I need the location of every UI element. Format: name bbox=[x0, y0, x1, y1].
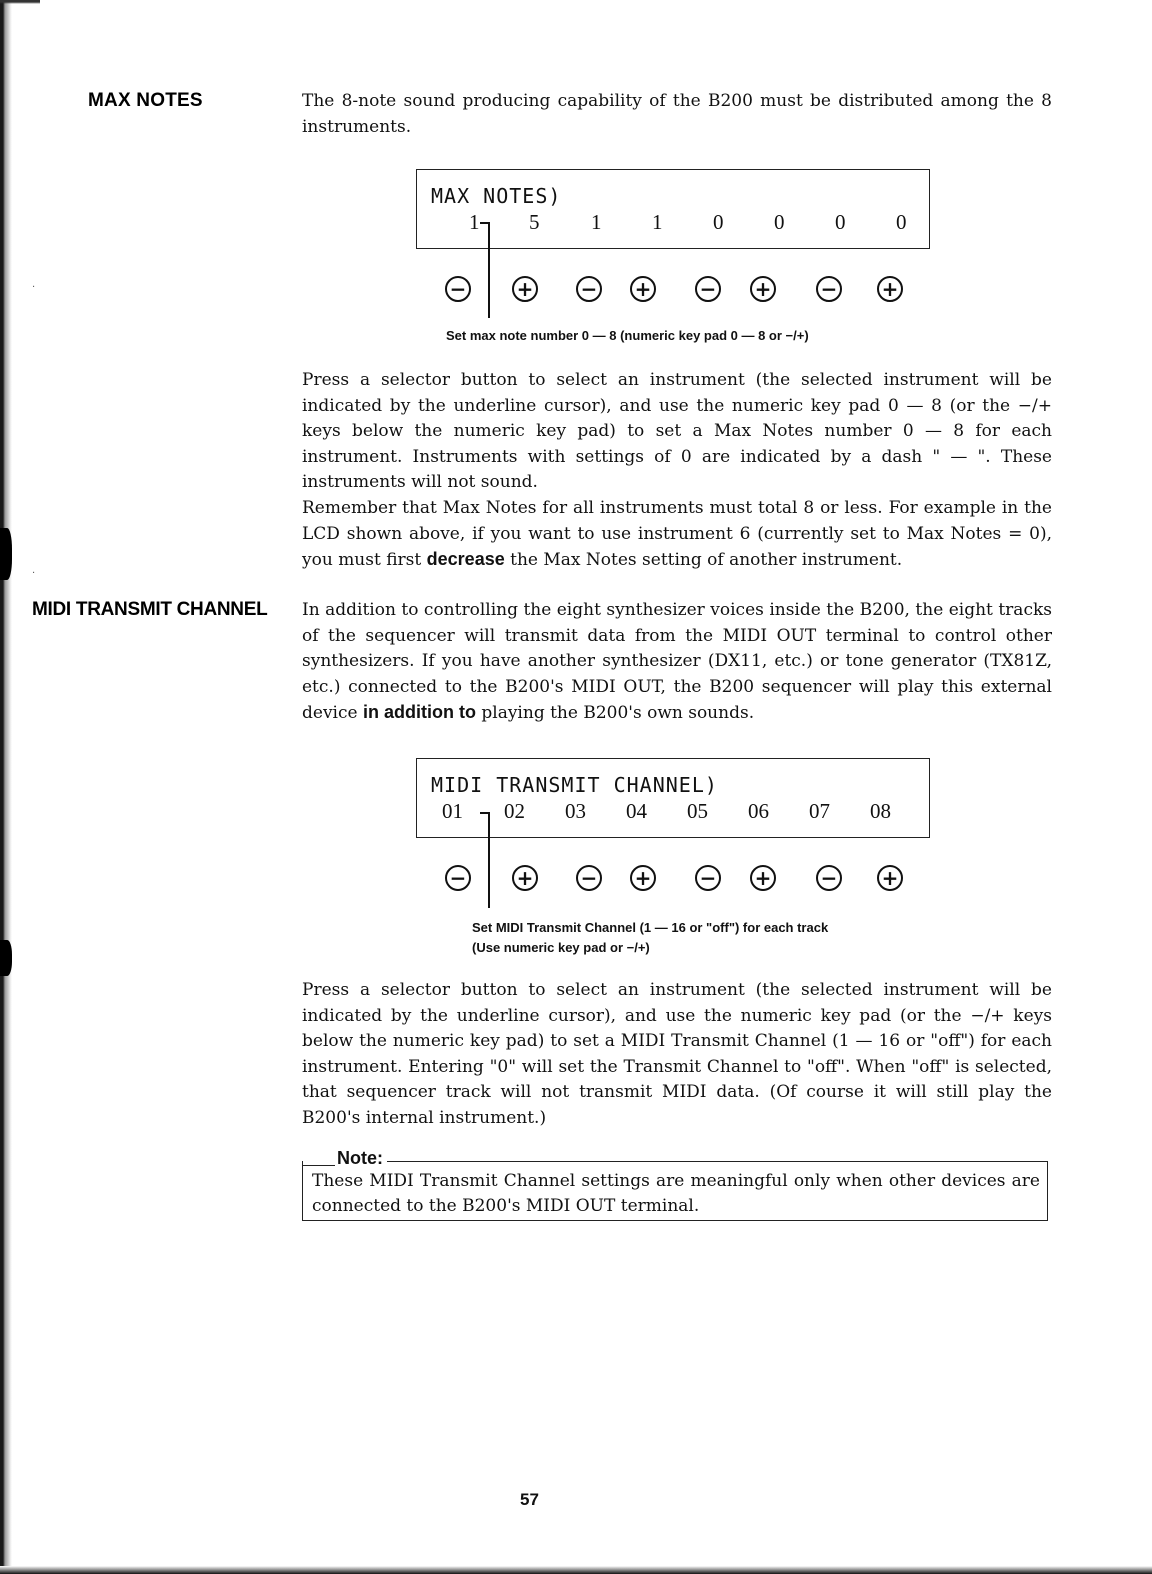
lcd-value: 1 bbox=[591, 210, 602, 234]
lcd-value: 04 bbox=[626, 799, 647, 823]
lcd-value: 1 bbox=[469, 210, 480, 234]
plus-button[interactable]: + bbox=[630, 865, 656, 891]
lcd-value: 02 bbox=[504, 799, 525, 823]
minus-button[interactable]: − bbox=[816, 865, 842, 891]
max-notes-body2 bbox=[302, 496, 1052, 574]
minus-button[interactable]: − bbox=[816, 276, 842, 302]
lcd-title: MIDI TRANSMIT CHANNEL) bbox=[431, 773, 718, 797]
minus-button[interactable]: − bbox=[445, 865, 471, 891]
lcd-midi-transmit bbox=[416, 758, 930, 838]
body2-text-end: the Max Notes setting of another instrument. bbox=[504, 550, 903, 571]
section-label-midi-transmit: MIDI TRANSMIT CHANNEL bbox=[32, 599, 268, 620]
note-text: These MIDI Transmit Channel settings are meaningful only when other devices are connected to the B200's MIDI OUT terminal. bbox=[312, 1171, 1040, 1216]
cursor-pointer-line bbox=[488, 222, 490, 318]
lcd-value: 0 bbox=[774, 210, 785, 234]
minus-button[interactable]: − bbox=[695, 865, 721, 891]
section-label-max-notes: MAX NOTES bbox=[88, 90, 203, 111]
midi-caption-line2: (Use numeric key pad or −/+) bbox=[472, 940, 650, 955]
max-notes-caption: Set max note number 0 — 8 (numeric key pad 0 — 8 or −/+) bbox=[446, 328, 809, 343]
lcd-title: MAX NOTES) bbox=[431, 184, 562, 208]
lcd-value: 5 bbox=[529, 210, 540, 234]
binding-shadow-left bbox=[0, 0, 12, 1574]
plus-button[interactable]: + bbox=[750, 276, 776, 302]
plus-button[interactable]: + bbox=[630, 276, 656, 302]
max-notes-intro: The 8-note sound producing capability of the B200 must be distributed among the 8 instruments. bbox=[302, 91, 1052, 137]
binding-shadow-top bbox=[0, 0, 40, 20]
lcd-value: 07 bbox=[809, 799, 830, 823]
lcd-value: 06 bbox=[748, 799, 769, 823]
lcd-value: 0 bbox=[896, 210, 907, 234]
lcd-value: 0 bbox=[835, 210, 846, 234]
minus-button[interactable]: − bbox=[576, 865, 602, 891]
lcd-value: 01 bbox=[442, 799, 463, 823]
midi-transmit-intro bbox=[302, 598, 1052, 727]
plus-button[interactable]: + bbox=[877, 276, 903, 302]
plus-button[interactable]: + bbox=[512, 276, 538, 302]
intro-emphasis: in addition to bbox=[362, 702, 476, 723]
lcd-value: 05 bbox=[687, 799, 708, 823]
minus-button[interactable]: − bbox=[695, 276, 721, 302]
scan-speck: · bbox=[32, 568, 36, 579]
minus-button[interactable]: − bbox=[576, 276, 602, 302]
plus-button[interactable]: + bbox=[750, 865, 776, 891]
binding-blot bbox=[0, 940, 12, 976]
lcd-value: 03 bbox=[565, 799, 586, 823]
binding-blot bbox=[0, 528, 12, 580]
body2-text: Remember that Max Notes for all instruments must total 8 or less. For example in the LCD shown above, if you want to use instrument 6 (currently set to Max Notes = 0), you must first bbox=[302, 498, 1052, 571]
binding-shadow-bottom bbox=[0, 1566, 1152, 1574]
midi-caption-line1: Set MIDI Transmit Channel (1 — 16 or "off") for each track bbox=[472, 920, 829, 935]
plus-button[interactable]: + bbox=[877, 865, 903, 891]
midi-transmit-body: Press a selector button to select an instrument (the selected instrument will be indicated by the underline cursor), and use the numeric key pad (or the −/+ keys below the numeric key pad) to set a MIDI Transmit Channel (1 — 16 or "off") for each instrument. Entering "0" will set the Transmit Channel to "off". When "off" is selected, that sequencer track will not transmit MIDI data. (Of course it will still play the B200's internal instrument.) bbox=[302, 980, 1052, 1128]
lcd-value: 1 bbox=[652, 210, 663, 234]
cursor-pointer-line bbox=[488, 812, 490, 908]
intro-text-end: playing the B200's own sounds. bbox=[475, 703, 755, 724]
lcd-max-notes bbox=[416, 169, 930, 249]
intro-text: In addition to controlling the eight synthesizer voices inside the B200, the eight tracks of the sequencer will transmit data from the MIDI OUT terminal to control other synthesizers. If you have another synthesizer (DX11, etc.) or tone generator (TX81Z, etc.) connected to the B200's MIDI OUT, the B200 sequencer will play this external device bbox=[302, 600, 1052, 724]
lcd-value: 08 bbox=[870, 799, 891, 823]
plus-button[interactable]: + bbox=[512, 865, 538, 891]
max-notes-body1: Press a selector button to select an instrument (the selected instrument will be indicated by the underline cursor), and use the numeric key pad 0 — 8 (or the −/+ keys below the numeric key pad) to set a Max Notes number 0 — 8 for each instrument. Instruments with settings of 0 are indicated by a dash " — ". These instruments will not sound. bbox=[302, 370, 1052, 493]
page-number: 57 bbox=[520, 1490, 539, 1509]
body2-emphasis: decrease bbox=[426, 549, 505, 570]
lcd-value: 0 bbox=[713, 210, 724, 234]
scan-speck: · bbox=[32, 282, 36, 293]
note-heading: Note: bbox=[303, 1148, 387, 1169]
minus-button[interactable]: − bbox=[445, 276, 471, 302]
